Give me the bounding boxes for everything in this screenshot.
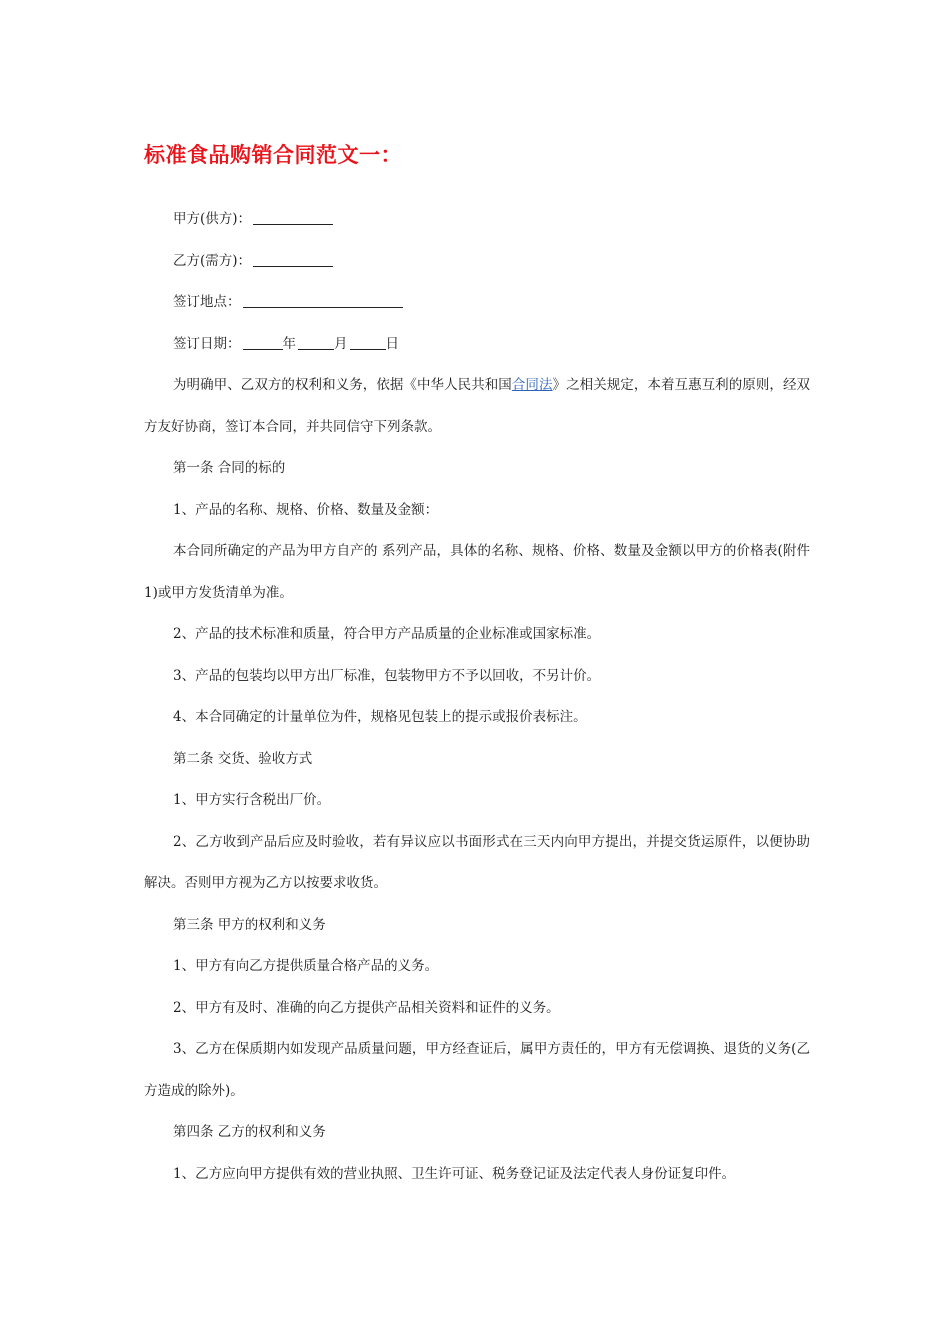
party-b-label: 乙方(需方)： [173, 252, 252, 269]
clause-4-1: 1、乙方应向甲方提供有效的营业执照、卫生许可证、税务登记证及法定代表人身份证复印件。 [173, 1165, 736, 1182]
sign-date-line [144, 324, 810, 366]
document-body [144, 199, 810, 1195]
clause-2-2: 2、乙方收到产品后应及时验收，若有异议应以书面形式在三天内向甲方提出，并提交货运原件，以便协助解决。否则甲方视为乙方以按要求收货。 [144, 833, 810, 891]
article-4-heading: 第四条 乙方的权利和义务 [173, 1124, 326, 1140]
clause-3-3: 3、乙方在保质期内如发现产品质量问题，甲方经查证后，属甲方责任的，甲方有无偿调换、退货的义务(乙方造成的除外)。 [144, 1041, 810, 1099]
day-label: 日 [385, 335, 399, 352]
clause-1-4: 4、本合同确定的计量单位为件，规格见包装上的提示或报价表标注。 [173, 709, 587, 725]
party-b-line [144, 241, 810, 283]
article-2-heading: 第二条 交货、验收方式 [173, 750, 313, 767]
party-a-label: 甲方(供方)： [173, 211, 252, 227]
month-label: 月 [334, 335, 348, 352]
clause-1-1-detail: 本合同所确定的产品为甲方自产的 系列产品，具体的名称、规格、价格、数量及金额以甲方的价格表(附件 1)或甲方发货清单为准。 [144, 543, 810, 601]
clause-1-1: 1、产品的名称、规格、价格、数量及金额： [173, 501, 439, 518]
clause-3-2: 2、甲方有及时、准确的向乙方提供产品相关资料和证件的义务。 [173, 999, 560, 1016]
clause-1-3: 3、产品的包装均以甲方出厂标准，包装物甲方不予以回收，不另计价。 [173, 667, 601, 684]
article-1-heading: 第一条 合同的标的 [173, 460, 286, 476]
party-b-blank [253, 252, 333, 267]
month-blank [298, 335, 334, 350]
clause-2-1: 1、甲方实行含税出厂价。 [173, 792, 331, 808]
clause-1-2: 2、产品的技术标准和质量，符合甲方产品质量的企业标准或国家标准。 [173, 626, 601, 642]
article-3-heading: 第三条 甲方的权利和义务 [173, 916, 326, 933]
intro-text-end: 》之相关规定，本着互惠互利的原则，经双方友好协商，签订本合同，并共同信守下列条款。 [144, 377, 810, 435]
document-title: 标准食品购销合同范文一： [144, 143, 402, 167]
party-a-line [144, 199, 810, 241]
contract-law-link[interactable]: 合同法 [511, 377, 553, 393]
clause-3-1: 1、甲方有向乙方提供质量合格产品的义务。 [173, 958, 439, 974]
sign-place-blank [243, 293, 403, 308]
year-label: 年 [282, 335, 296, 352]
intro-text-start: 为明确甲、乙双方的权利和义务，依据《中华人民共和国 [173, 377, 512, 393]
year-blank [243, 335, 283, 350]
sign-place-label: 签订地点： [173, 294, 241, 310]
sign-date-label: 签订日期： [173, 335, 241, 352]
intro-paragraph [144, 365, 810, 448]
day-blank [350, 335, 386, 350]
party-a-blank [253, 210, 333, 225]
sign-place-line [144, 282, 810, 324]
